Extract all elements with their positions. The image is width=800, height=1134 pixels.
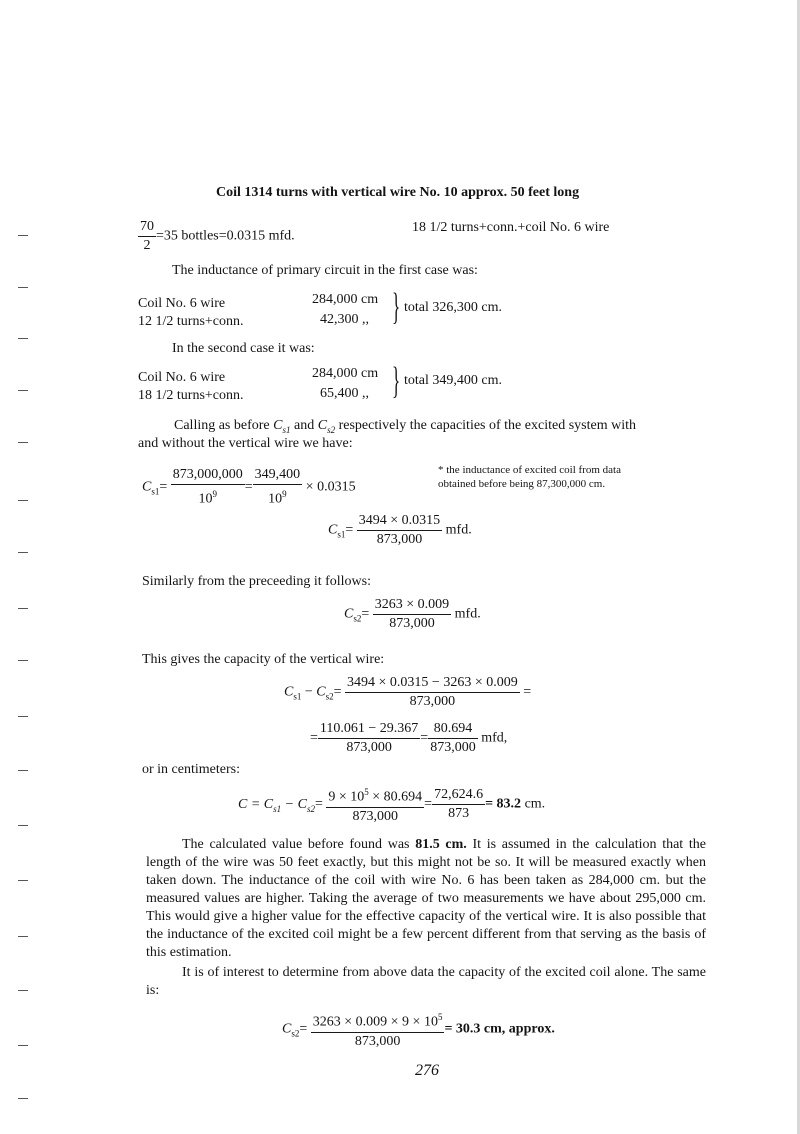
margin-mark xyxy=(18,825,28,826)
case1-total: total 326,300 cm. xyxy=(404,300,502,315)
margin-mark xyxy=(18,287,28,288)
fraction-numerator: 873,000,000 xyxy=(171,466,245,485)
case1-row2-value: 42,300 ,, xyxy=(320,312,369,327)
case2-row2-label: 18 1/2 turns+conn. xyxy=(138,388,244,403)
fraction-numerator: $9 \times 10^5 \times 80.694$ xyxy=(326,783,424,808)
fraction xyxy=(432,786,485,823)
case1-row1-label: Coil No. 6 wire xyxy=(138,296,226,311)
fraction-numerator: 3494 × 0.0315 xyxy=(357,512,442,531)
bottles-equation xyxy=(138,218,295,255)
margin-mark xyxy=(18,442,28,443)
para-or-cm: or in centimeters: xyxy=(142,762,240,777)
margin-mark xyxy=(18,770,28,771)
fraction-denominator: 873,000 xyxy=(376,532,423,547)
turns-note: 18 1/2 turns+conn.+coil No. 6 wire xyxy=(412,220,610,235)
case2-row2-value: 65,400 ,, xyxy=(320,386,369,401)
para-similarly: Similarly from the preceeding it follows: xyxy=(142,574,372,589)
fraction-denominator: 873,000 xyxy=(352,808,399,824)
bottles-text: =35 bottles=0.0315 mfd. xyxy=(156,228,295,244)
equation-cs2: $C_{s2}=$ $\frac{3263 \times 0.009}{873,000}$ mfd. xyxy=(344,597,481,631)
case1-row1-value: 284,000 cm xyxy=(312,292,379,307)
symbol-c: C xyxy=(142,479,152,495)
subscript: s1 xyxy=(151,486,160,497)
brace-icon: } xyxy=(392,360,401,402)
fraction-numerator: 80.694 xyxy=(428,720,478,739)
equation-difference-result: = $\frac{110.061 - 29.367}{873,000}$ = $\frac{80.694}{873,000}$ mfd, xyxy=(310,721,508,755)
fraction-numerator: 3494 × 0.0315 − 3263 × 0.009 xyxy=(345,674,520,693)
para-calculated: The calculated value before found was 81.5 cm. It is assumed in the calculation that the length of the wire was 50 feet exactly, but this might not be so. It will be measured exactly when taken down. The inductance of the coil with wire No. 6 has been taken as 284,000 cm. but the measured values are higher. Taking the average of two measurements we have about 295,000 cm. This would give a higher value for the effective capacity of the vertical wire. It is also possible that the inductance of the excited coil might be a few percent different from that serving as the basis of this estimation. xyxy=(146,837,707,960)
fraction xyxy=(326,783,424,826)
multiplier: × 0.0315 xyxy=(305,479,356,495)
fraction xyxy=(253,466,303,509)
brace-icon: } xyxy=(392,286,401,328)
fraction xyxy=(318,720,420,757)
para-calling: Calling as before $C_{s1}$ and $C_{s2}$ respectively the capacities of the excited system with xyxy=(174,418,636,435)
equation-difference: $C_{s1} - C_{s2}=$ $\frac{3494 \times 0.0315 - 3263 \times 0.009}{873,000}$ = xyxy=(284,675,532,709)
fraction xyxy=(357,512,442,549)
fraction-numerator: 110.061 − 29.367 xyxy=(318,720,420,739)
margin-mark xyxy=(18,716,28,717)
result-value: = 30.3 cm, approx. xyxy=(444,1021,555,1037)
fraction-denominator: 873,000 xyxy=(346,740,392,755)
fraction-denominator: $10^9$ xyxy=(268,489,287,507)
fraction xyxy=(138,218,156,255)
margin-mark xyxy=(18,608,28,609)
fraction-denominator: 2 xyxy=(143,238,151,253)
para-first-case: The inductance of primary circuit in the first case was: xyxy=(172,263,478,278)
footnote-line: * the inductance of excited coil from data xyxy=(438,464,621,476)
fraction-numerator: $3263 \times 0.009 \times 9 \times 10^5$ xyxy=(311,1008,445,1033)
fraction-denominator: $10^9$ xyxy=(198,489,218,507)
result-value: = 83.2 xyxy=(485,796,522,812)
para-this-gives: This gives the capacity of the vertical wire: xyxy=(142,652,385,667)
margin-mark xyxy=(18,880,28,881)
footnote-line: obtained before being 87,300,000 cm. xyxy=(438,478,606,490)
fraction-numerator: 70 xyxy=(138,218,156,237)
fraction xyxy=(311,1008,445,1051)
fraction-denominator: 873 xyxy=(448,805,470,821)
margin-mark xyxy=(18,390,28,391)
fraction-denominator: 873,000 xyxy=(430,740,476,755)
margin-mark xyxy=(18,235,28,236)
margin-mark xyxy=(18,338,28,339)
equation-cs1-simplified: $C_{s1}=$ $\frac{3494 \times 0.0315}{873,000}$ mfd. xyxy=(328,513,472,547)
fraction-denominator: 873,000 xyxy=(409,694,456,709)
fraction-denominator: 873,000 xyxy=(389,616,435,631)
footnote xyxy=(438,463,621,491)
case2-row1-value: 284,000 cm xyxy=(312,366,379,381)
unit: mfd. xyxy=(454,606,481,622)
margin-mark xyxy=(18,936,28,937)
page-heading: Coil 1314 turns with vertical wire No. 10 approx. 50 feet long xyxy=(216,185,580,200)
case1-row2-label: 12 1/2 turns+conn. xyxy=(138,314,244,329)
fraction-numerator: 72,624.6 xyxy=(432,786,485,805)
margin-mark xyxy=(18,990,28,991)
fraction xyxy=(345,674,520,711)
page-number: 276 xyxy=(415,1062,439,1079)
unit: mfd, xyxy=(481,730,508,746)
margin-mark xyxy=(18,552,28,553)
equation-coil-capacity: $C_{s2}=$ $\frac{3263 \times 0.009 \times 9 \times 10^5}{873,000}$ = 30.3 cm, approx. xyxy=(282,1008,555,1051)
unit: mfd. xyxy=(445,522,472,538)
equation-cs1: $C_{s1}=$ $\frac{873,000,000}{10^9}$ = $\frac{349,400}{10^9}$ × 0.0315 xyxy=(142,467,356,507)
fraction-numerator: 349,400 xyxy=(253,466,303,485)
para-second-case: In the second case it was: xyxy=(172,341,315,356)
margin-mark xyxy=(18,500,28,501)
unit: cm. xyxy=(524,796,546,812)
fraction-numerator: 3263 × 0.009 xyxy=(373,596,451,615)
equation-centimeters: $C = C_{s1} - C_{s2}=$ $\frac{9 \times 10^5 \times 80.694}{873,000}$ = $\frac{72,624.6}{873}$ = 83.2 cm. xyxy=(238,783,545,826)
case2-total: total 349,400 cm. xyxy=(404,373,502,388)
fraction xyxy=(428,720,478,757)
para-calling-line2: and without the vertical wire we have: xyxy=(138,436,353,451)
para-interest: It is of interest to determine from above data the capacity of the excited coil alone. The same is: xyxy=(146,965,706,998)
case2-row1-label: Coil No. 6 wire xyxy=(138,370,226,385)
margin-mark xyxy=(18,1098,28,1099)
margin-mark xyxy=(18,1045,28,1046)
fraction-denominator: 873,000 xyxy=(354,1033,401,1049)
margin-mark xyxy=(18,660,28,661)
fraction xyxy=(171,466,245,509)
fraction xyxy=(373,596,451,633)
